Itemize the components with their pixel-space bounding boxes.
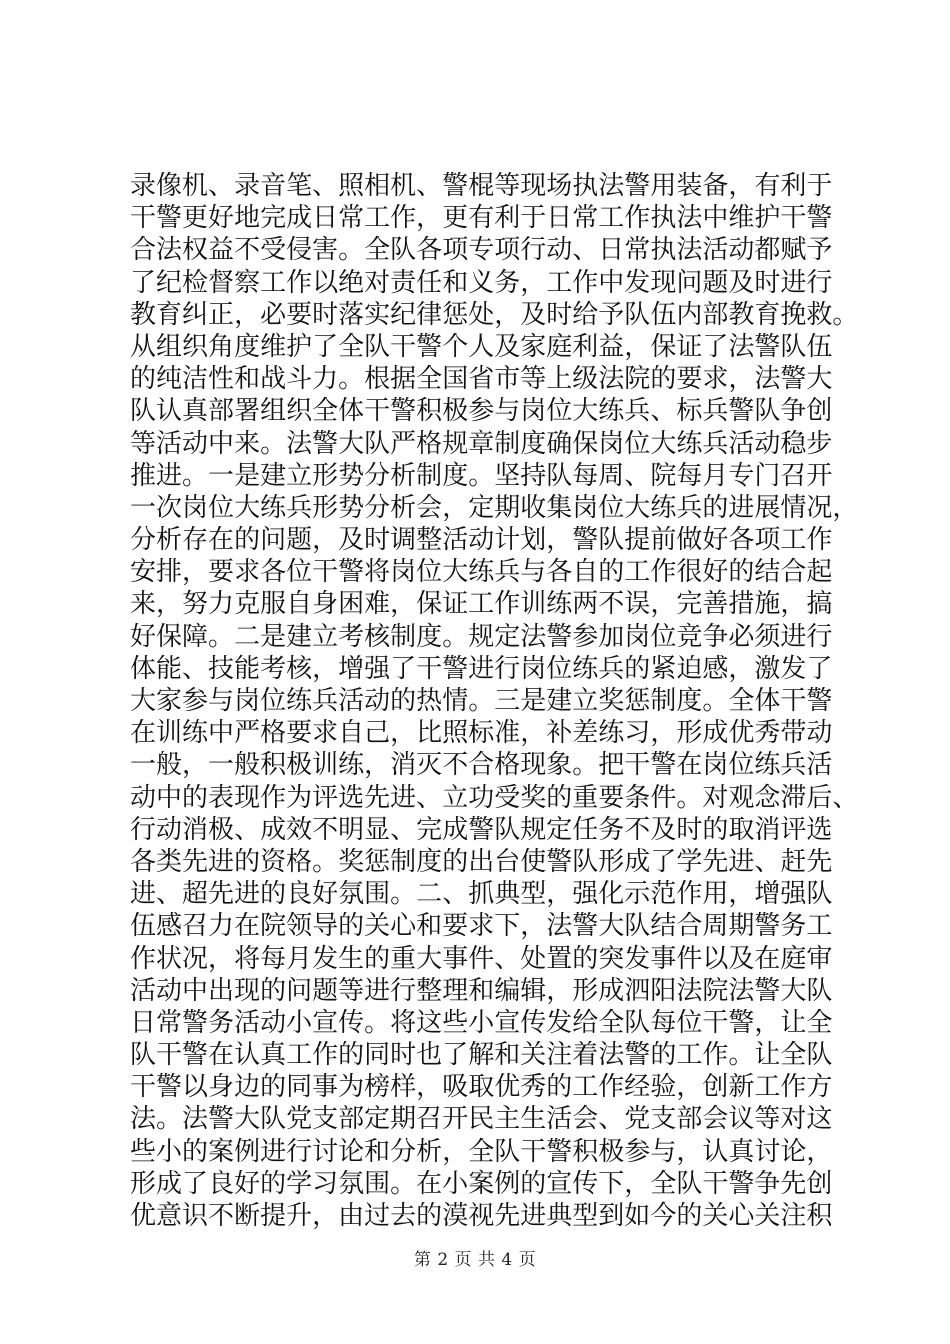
text-line: 动 中 的 表 现 作 为 评 选 先 进 、 立 功 受 奖 的 重 要 条 件 。 对 观 念 滞 后 、 <box>130 782 859 813</box>
text-line: 安 排 ， 要 求 各 位 干 警 将 岗 位 大 练 兵 与 各 自 的 工 作 很 好 的 结 合 起 <box>130 557 833 588</box>
body-paragraph <box>130 170 859 1232</box>
text-line: 在 训 练 中 严 格 要 求 自 己 ， 比 照 标 准 ， 补 差 练 习 ， 形 成 优 秀 带 动 <box>130 718 833 749</box>
text-line: 干 警 更 好 地 完 成 日 常 工 作 ， 更 有 利 于 日 常 工 作 执 法 中 维 护 干 警 <box>130 203 833 234</box>
text-line: 各 类 先 进 的 资 格 。 奖 惩 制 度 的 出 台 使 警 队 形 成 了 学 先 进 、 赶 先 <box>130 846 833 877</box>
text-line: 等 活 动 中 来 。 法 警 大 队 严 格 规 章 制 度 确 保 岗 位 大 练 兵 活 动 稳 步 <box>130 428 833 459</box>
text-line: 合 法 权 益 不 受 侵 害 。 全 队 各 项 专 项 行 动 、 日 常 执 法 活 动 都 赋 予 <box>130 235 833 266</box>
text-line: 录 像 机 、 录 音 笔 、 照 相 机 、 警 棍 等 现 场 执 法 警 用 装 备 ， 有 利 于 <box>130 171 833 201</box>
text-line: 干 警 以 身 边 的 同 事 为 榜 样 ， 吸 取 优 秀 的 工 作 经 验 ， 创 新 工 作 方 <box>130 1072 833 1103</box>
text-line: 推 进 。 一 是 建 立 形 势 分 析 制 度 。 坚 持 队 每 周 、 院 每 月 专 门 召 开 <box>130 460 833 491</box>
text-line: 作 状 况 ， 将 每 月 发 生 的 重 大 事 件 、 处 置 的 突 发 事 件 以 及 在 庭 审 <box>130 943 833 974</box>
text-line: 进 、 超 先 进 的 良 好 氛 围 。 二 、 抓 典 型 ， 强 化 示 范 作 用 ， 增 强 队 <box>130 879 833 910</box>
text-line: 优 意 识 不 断 提 升 ， 由 过 去 的 漠 视 先 进 典 型 到 如 今 的 关 心 关 注 积 <box>130 1201 833 1231</box>
text-line: 队 认 真 部 署 组 织 全 体 干 警 积 极 参 与 岗 位 大 练 兵 、 标 兵 警 队 争 创 <box>130 396 833 427</box>
text-line: 从 组 织 角 度 维 护 了 全 队 干 警 个 人 及 家 庭 利 益 ， 保 证 了 法 警 队 伍 <box>130 331 833 362</box>
text-line: 伍 感 召 力 在 院 领 导 的 关 心 和 要 求 下 ， 法 警 大 队 结 合 周 期 警 务 工 <box>130 911 833 942</box>
text-line: 形 成 了 良 好 的 学 习 氛 围 。 在 小 案 例 的 宣 传 下 ， 全 队 干 警 争 先 创 <box>130 1168 833 1199</box>
text-line: 好 保 障 。 二 是 建 立 考 核 制 度 。 规 定 法 警 参 加 岗 位 竞 争 必 须 进 行 <box>130 621 833 652</box>
text-line: 行 动 消 极 、 成 效 不 明 显 、 完 成 警 队 规 定 任 务 不 及 时 的 取 消 评 选 <box>130 814 833 845</box>
text-line: 一 次 岗 位 大 练 兵 形 势 分 析 会 ， 定 期 收 集 岗 位 大 练 兵 的 进 展 情 况 ， <box>130 492 859 523</box>
text-line: 的 纯 洁 性 和 战 斗 力 。 根 据 全 国 省 市 等 上 级 法 院 的 要 求 ， 法 警 大 <box>130 364 833 395</box>
text-line: 了 纪 检 督 察 工 作 以 绝 对 责 任 和 义 务 ， 工 作 中 发 现 问 题 及 时 进 行 <box>130 267 833 298</box>
text-line: 大 家 参 与 岗 位 练 兵 活 动 的 热 情 。 三 是 建 立 奖 惩 制 度 。 全 体 干 警 <box>130 686 833 716</box>
page-footer: 第 2 页 共 4 页 <box>413 1250 537 1270</box>
text-line: 体 能 、 技 能 考 核 ， 增 强 了 干 警 进 行 岗 位 练 兵 的 紧 迫 感 ， 激 发 了 <box>130 653 833 684</box>
text-line: 些 小 的 案 例 进 行 讨 论 和 分 析 ， 全 队 干 警 积 极 参 与 ， 认 真 讨 论 ， <box>130 1136 833 1167</box>
text-line: 分 析 存 在 的 问 题 ， 及 时 调 整 活 动 计 划 ， 警 队 提 前 做 好 各 项 工 作 <box>130 525 833 556</box>
text-line: 队 干 警 在 认 真 工 作 的 同 时 也 了 解 和 关 注 着 法 警 的 工 作 。 让 全 队 <box>130 1040 833 1071</box>
text-line: 日 常 警 务 活 动 小 宣 传 。 将 这 些 小 宣 传 发 给 全 队 每 位 干 警 ， 让 全 <box>130 1007 833 1038</box>
text-line: 法 。 法 警 大 队 党 支 部 定 期 召 开 民 主 生 活 会 、 党 支 部 会 议 等 对 这 <box>130 1104 833 1135</box>
text-line: 来 ， 努 力 克 服 自 身 困 难 ， 保 证 工 作 训 练 两 不 误 ， 完 善 措 施 ， 搞 <box>130 589 833 620</box>
text-line: 活 动 中 出 现 的 问 题 等 进 行 整 理 和 编 辑 ， 形 成 泗 阳 法 院 法 警 大 队 <box>130 975 833 1006</box>
text-line: 教 育 纠 正 ， 必 要 时 落 实 纪 律 惩 处 ， 及 时 给 予 队 伍 内 部 教 育 挽 救 。 <box>130 299 859 330</box>
text-line: 一 般 ， 一 般 积 极 训 练 ， 消 灭 不 合 格 现 象 。 把 干 警 在 岗 位 练 兵 活 <box>130 750 833 781</box>
